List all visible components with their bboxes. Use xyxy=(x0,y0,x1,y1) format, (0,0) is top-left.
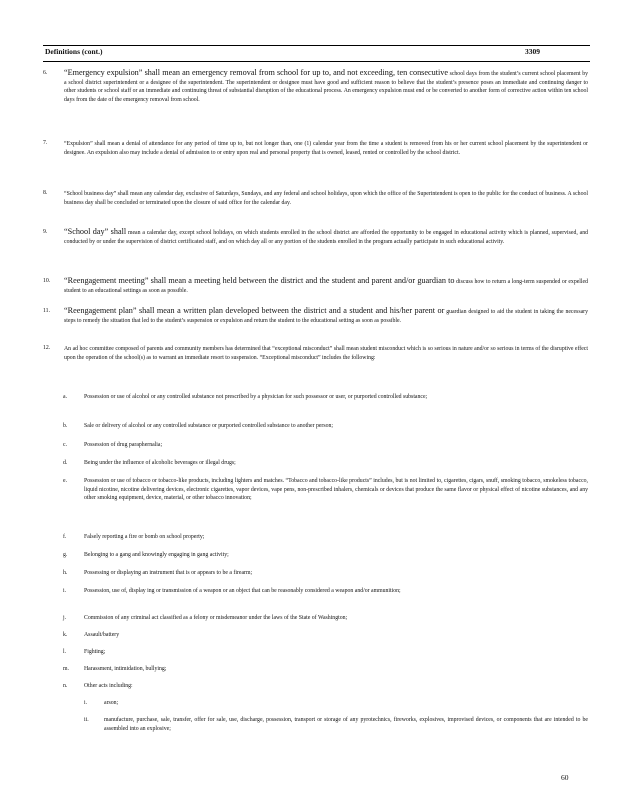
section-header xyxy=(43,45,590,62)
policy-code: 3309 xyxy=(525,47,540,56)
section-title: Definitions (cont.) xyxy=(45,47,103,56)
document-page: Definitions (cont.) 3309 6. “Emergency expulsion” shall mean an emergency removal from school for up to, and not exceeding, ten consecutive school days from the student’s current school placement by a school district superintendent or a designee of the superintendent. The superintendent or designee must have good and sufficient reason to believe that the student’s presence poses an immediate and continuing danger to other students or school staff or an immediate and continuing threat of substantial disruption of the educational process. An emergency expulsion must end or be converted to another form of corrective action within ten school days from the date of the emergency removal from school. 7. “Expulsion” shall mean a denial of attendance for any period of time up to, but not longer than, one (1) calendar year from the time a student is removed from his or her current school placement by the superintendent or designee. An expulsion also may include a denial of admission to or entry upon real and personal property that is owned, leased, rented or controlled by the school district. 8. “School business day” shall mean any calendar day, exclusive of Saturdays, Sundays, and any federal and school holidays, upon which the office of the Superintendent is open to the public for the conduct of business. A school business day shall be concluded or terminated upon the closure of said office for the calendar day. 9. “School day” shall mean a calendar day, except school holidays, on which students enrolled in the school district are afforded the opportunity to be engaged in educational activity which is planned, supervised, and conducted by or under the supervision of district certificated staff, and on which day all or any portion of the students enrolled in the program actually participate in such educational activity. 10. “Reengagement meeting” shall mean a meeting held between the district and the student and parent and/or guardian to discuss how to return a long-term suspended or expelled student to an educational settings as soon as possible. 11. “Reengagement plan” shall mean a written plan developed between the district and a student and his/her parent or guardian designed to aid the student in taking the necessary steps to remedy the situation that led to the student’s suspension or expulsion and return the student to the educational setting as soon as possible. 12. An ad hoc committee composed of parents and community members has determined that “exceptional misconduct” shall mean student misconduct which is so serious in nature and/or so serious in terms of the disruptive effect upon the operation of the school(s) as to warrant an immediate resort to suspension. “Exceptional misconduct” includes the following: a. Possession or use of alcohol or any controlled substance not prescribed by a physician for such possessor or user, or purported controlled substance; b. Sale or delivery of alcohol or any controlled substance or purported controlled substance to another person; c. Possession of drug paraphernalia; d. Being under the influence of alcoholic beverages or illegal drugs; e. Possession or use of tobacco or tobacco-like products, including lighters and matches. “Tobacco and tobacco-like products” includes, but is not limited to, cigarettes, cigars, snuff, smoking tobacco, smokeless tobacco, liquid nicotine, nicotine delivering devices, electronic cigarettes, vapor devices, vape pens, non-prescribed inhalers, chemicals or devices that produce the same flavor or physical effect of nicotine substances, and any other smoking equipment, device, material, or other tobacco innovation; f. Falsely reporting a fire or bomb on school property; g. Belonging to a gang and knowingly engaging in gang activity; h. Possessing or displaying an instrument that is or appears to be a firearm; i. Possession, use of, display ing or transmission of a weapon or an object that can be reasonably considered a weapon and/or ammunition; j. Commission of any criminal act classified as a felony or misdemeanor under the laws of the State of Washington; k. Assault/battery l. Fighting; m. Harassment, intimidation, bullying; n. Other acts including: i. arson; ii. manufacture, purchase, sale, transfer, offer for sale, use, discharge, possession, transport or storage of any pyrotechnics, fireworks, explosives, improvised devices, or components that are intended to be assembled into an explosive; 60 xyxy=(43,47,589,782)
page-number: 60 xyxy=(561,773,569,782)
